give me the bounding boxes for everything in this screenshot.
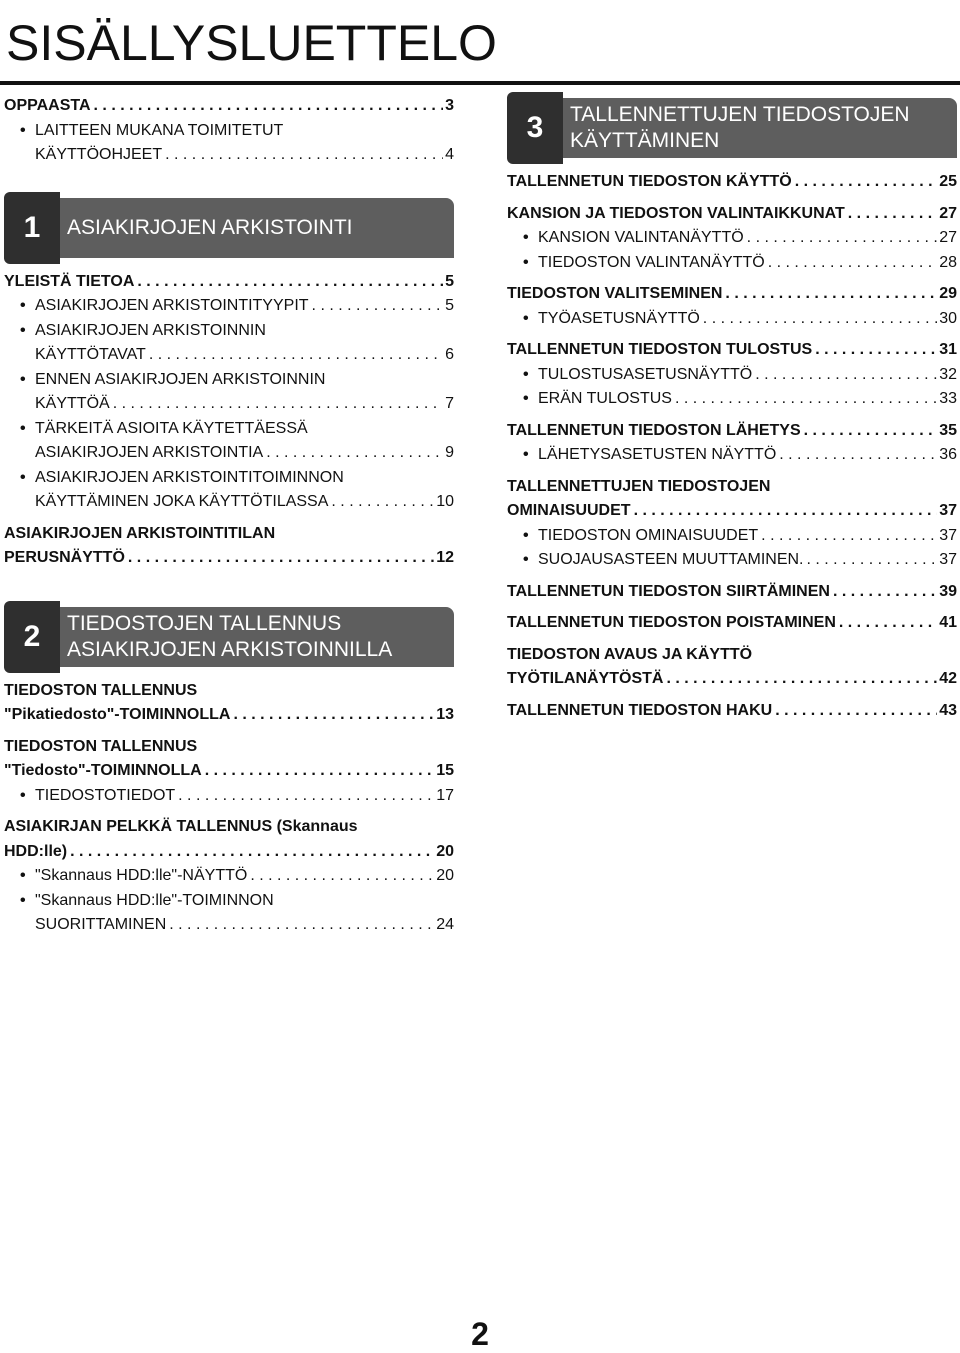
toc-section-link[interactable] bbox=[507, 643, 957, 692]
toc-page-number: 7 bbox=[445, 395, 454, 412]
toc-entry-line bbox=[35, 294, 454, 319]
toc-page-number: 31 bbox=[939, 341, 957, 358]
spacer bbox=[507, 468, 957, 475]
dot-leader bbox=[331, 490, 434, 515]
chapter-1-header[interactable] bbox=[4, 192, 454, 264]
toc-page-number: 33 bbox=[939, 390, 957, 407]
toc-entry-line bbox=[35, 889, 454, 914]
chapter-number: 1 bbox=[4, 192, 60, 264]
chapter-2-header[interactable] bbox=[4, 601, 454, 673]
toc-page-number: 36 bbox=[939, 446, 957, 463]
chapter-title-line: KÄYTTÄMINEN bbox=[570, 129, 720, 152]
toc-entry-label: ENNEN ASIAKIRJOJEN ARKISTOINNIN bbox=[35, 370, 326, 388]
toc-entry-line bbox=[538, 548, 957, 573]
dot-leader bbox=[128, 546, 434, 571]
toc-entry-label: PERUSNÄYTTÖ bbox=[4, 549, 125, 566]
bullet-icon: • bbox=[523, 446, 529, 463]
bullet-icon: • bbox=[523, 309, 529, 327]
toc-entry-line bbox=[35, 343, 454, 368]
toc-entry-label: TYÖTILANÄYTÖSTÄ bbox=[507, 670, 664, 687]
toc-page-number: 4 bbox=[445, 146, 454, 163]
page-number: 2 bbox=[471, 1316, 489, 1352]
toc-entry-label: TALLENNETUN TIEDOSTON TULOSTUS bbox=[507, 341, 813, 358]
toc-entry-label: KANSION JA TIEDOSTON VALINTAIKKUNAT bbox=[507, 204, 845, 222]
dot-leader bbox=[312, 294, 444, 319]
chapter-title-line: ASIAKIRJOJEN ARKISTOINTI bbox=[67, 215, 353, 239]
toc-entry-line bbox=[538, 443, 957, 468]
toc-right-column bbox=[507, 92, 957, 723]
toc-entry-line bbox=[35, 319, 454, 344]
toc-section-link[interactable] bbox=[507, 202, 957, 227]
toc-subsection-link[interactable] bbox=[507, 524, 957, 549]
chapter-3-entries bbox=[507, 170, 957, 723]
toc-section-link[interactable] bbox=[507, 699, 957, 724]
toc-entry-label: TALLENNETUN TIEDOSTON LÄHETYS bbox=[507, 421, 801, 439]
toc-entry-line bbox=[4, 735, 454, 760]
chapter-3-header[interactable] bbox=[507, 92, 957, 164]
toc-entry-line bbox=[4, 679, 454, 704]
dot-leader bbox=[178, 784, 434, 809]
toc-entry-label: SUOJAUSASTEEN MUUTTAMINEN. bbox=[538, 551, 804, 568]
dot-leader bbox=[804, 419, 938, 444]
toc-entry-line bbox=[4, 703, 454, 728]
toc-entry-label: ASIAKIRJOJEN ARKISTOINNIN bbox=[35, 321, 266, 339]
toc-entry-line bbox=[507, 580, 957, 605]
spacer bbox=[507, 195, 957, 202]
toc-entry-line bbox=[538, 307, 957, 332]
toc-section-link[interactable] bbox=[507, 419, 957, 444]
toc-entry-label: ASIAKIRJOJEN ARKISTOINTITYYPIT bbox=[35, 297, 309, 314]
chapter-1-entries bbox=[4, 270, 454, 571]
bullet-icon: • bbox=[523, 365, 529, 383]
toc-subsection-link[interactable] bbox=[507, 251, 957, 276]
dot-leader bbox=[94, 94, 444, 119]
toc-entry-line bbox=[35, 368, 454, 393]
chapter-title-line: ASIAKIRJOJEN ARKISTOINNILLA bbox=[67, 637, 393, 661]
toc-entry-label: TIEDOSTON OMINAISUUDET bbox=[538, 526, 759, 544]
toc-entry-label: YLEISTÄ TIETOA bbox=[4, 272, 135, 290]
spacer bbox=[4, 728, 454, 735]
toc-entry-label: TIEDOSTON TALLENNUS bbox=[4, 737, 198, 755]
toc-entry-label: OPPAASTA bbox=[4, 97, 91, 114]
toc-entry-line bbox=[507, 475, 957, 500]
toc-page-number: 37 bbox=[939, 502, 957, 519]
toc-page-number: 43 bbox=[939, 701, 957, 719]
toc-page-number: 37 bbox=[939, 526, 957, 544]
toc-entry-label: ASIAKIRJAN PELKKÄ TALLENNUS (Skannaus bbox=[4, 818, 358, 835]
chapter-title-bar bbox=[60, 607, 454, 667]
toc-entry-label: "Pikatiedosto"-TOIMINNOLLA bbox=[4, 706, 231, 723]
spacer bbox=[507, 331, 957, 338]
toc-entry-line bbox=[4, 270, 454, 295]
toc-subsection-link[interactable] bbox=[4, 864, 454, 889]
bullet-icon: • bbox=[20, 786, 26, 804]
toc-entry-line bbox=[507, 419, 957, 444]
toc-entry-line bbox=[507, 611, 957, 636]
page-title: SISÄLLYSLUETTELO bbox=[6, 15, 497, 71]
bullet-icon: • bbox=[523, 390, 529, 407]
dot-leader bbox=[165, 143, 443, 168]
toc-entry-line bbox=[507, 699, 957, 724]
dot-leader bbox=[113, 392, 443, 417]
toc-subsection-link[interactable] bbox=[4, 466, 454, 515]
toc-entry-line bbox=[35, 490, 454, 515]
toc-entry-line bbox=[507, 282, 957, 307]
toc-entry-label: TALLENNETUN TIEDOSTON SIIRTÄMINEN bbox=[507, 582, 830, 600]
toc-entry-line bbox=[507, 170, 957, 195]
toc-page-number: 39 bbox=[939, 582, 957, 600]
dot-leader bbox=[839, 611, 937, 636]
dot-leader bbox=[747, 226, 938, 251]
spacer bbox=[507, 604, 957, 611]
toc-entry-label: KANSION VALINTANÄYTTÖ bbox=[538, 229, 744, 246]
toc-entry-line bbox=[507, 667, 957, 692]
dot-leader bbox=[848, 202, 937, 227]
toc-page-number: 3 bbox=[445, 97, 454, 114]
bullet-icon: • bbox=[523, 229, 529, 246]
toc-entry-label: "Tiedosto"-TOIMINNOLLA bbox=[4, 762, 202, 779]
dot-leader bbox=[768, 251, 938, 276]
spacer bbox=[507, 275, 957, 282]
toc-entry-label: ASIAKIRJOJEN ARKISTOINTITOIMINNON bbox=[35, 468, 344, 486]
toc-page-number: 20 bbox=[436, 842, 454, 860]
toc-page-number: 9 bbox=[445, 444, 454, 461]
toc-subsection-link[interactable] bbox=[4, 294, 454, 319]
bullet-icon: • bbox=[523, 526, 529, 544]
toc-subsection-link[interactable] bbox=[507, 387, 957, 412]
toc-page-number: 28 bbox=[939, 253, 957, 271]
toc-entry-label: TIEDOSTON VALITSEMINEN bbox=[507, 285, 723, 302]
toc-page-number: 35 bbox=[939, 421, 957, 439]
toc-entry-line bbox=[35, 417, 454, 442]
toc-entry-label: TÄRKEITÄ ASIOITA KÄYTETTÄESSÄ bbox=[35, 419, 308, 437]
chapter-title bbox=[63, 611, 392, 663]
toc-entry-line bbox=[4, 94, 454, 119]
dot-leader bbox=[795, 170, 937, 195]
toc-entry-label: ASIAKIRJOJEN ARKISTOINTIA bbox=[35, 444, 264, 461]
bullet-icon: • bbox=[20, 297, 26, 314]
chapter-title-bar bbox=[60, 198, 454, 258]
toc-page-number: 5 bbox=[445, 297, 454, 314]
toc-entry-line bbox=[4, 759, 454, 784]
toc-entry-line bbox=[507, 338, 957, 363]
toc-entry-line bbox=[35, 913, 454, 938]
toc-page-number: 27 bbox=[939, 204, 957, 222]
bullet-icon: • bbox=[523, 551, 529, 568]
toc-entry-label: KÄYTTÖTAVAT bbox=[35, 346, 146, 363]
chapter-number: 2 bbox=[4, 601, 60, 673]
toc-page-number: 15 bbox=[436, 762, 454, 779]
toc-entry-line bbox=[4, 522, 454, 547]
toc-page-number: 29 bbox=[939, 285, 957, 302]
toc-entry-label: TULOSTUSASETUSNÄYTTÖ bbox=[538, 365, 753, 383]
bullet-icon: • bbox=[20, 891, 26, 909]
toc-section-link[interactable] bbox=[4, 815, 454, 864]
toc-entry-label: "Skannaus HDD:lle"-TOIMINNON bbox=[35, 891, 274, 909]
toc-entry-line bbox=[35, 864, 454, 889]
dot-leader bbox=[233, 703, 434, 728]
chapter-title-line: TIEDOSTOJEN TALLENNUS bbox=[67, 611, 342, 635]
toc-section-link[interactable] bbox=[507, 282, 957, 307]
bullet-icon: • bbox=[20, 867, 26, 884]
toc-entry-line bbox=[538, 387, 957, 412]
toc-subsection-link[interactable] bbox=[4, 319, 454, 368]
toc-subsection-link[interactable] bbox=[4, 889, 454, 938]
dot-leader bbox=[807, 548, 938, 573]
toc-entry-line bbox=[4, 815, 454, 840]
toc-entry-label: TALLENNETTUJEN TIEDOSTOJEN bbox=[507, 477, 771, 495]
toc-entry-label: ERÄN TULOSTUS bbox=[538, 390, 672, 407]
toc-subsection-link[interactable] bbox=[4, 784, 454, 809]
toc-entry-label: TIEDOSTON AVAUS JA KÄYTTÖ bbox=[507, 645, 753, 663]
bullet-icon: • bbox=[523, 253, 529, 271]
toc-entry-line bbox=[538, 524, 957, 549]
toc-section-link[interactable] bbox=[507, 580, 957, 605]
title-divider bbox=[0, 81, 960, 85]
toc-subsection-link[interactable] bbox=[507, 226, 957, 251]
dot-leader bbox=[250, 864, 434, 889]
toc-page-number: 30 bbox=[939, 309, 957, 327]
toc-entry-line bbox=[35, 143, 454, 168]
toc-page-number: 42 bbox=[939, 670, 957, 687]
dot-leader bbox=[675, 387, 937, 412]
toc-page-number: 12 bbox=[436, 549, 454, 566]
spacer bbox=[4, 515, 454, 522]
chapter-title-line: TALLENNETTUJEN TIEDOSTOJEN bbox=[570, 103, 910, 126]
toc-section-link[interactable] bbox=[4, 94, 454, 119]
dot-leader bbox=[703, 307, 937, 332]
toc-subsection-link[interactable] bbox=[507, 548, 957, 573]
dot-leader bbox=[149, 343, 443, 368]
toc-section-link[interactable] bbox=[4, 679, 454, 728]
toc-page-number: 41 bbox=[939, 614, 957, 631]
toc-entry-line bbox=[35, 119, 454, 144]
toc-entry-label: LAITTEEN MUKANA TOIMITETUT bbox=[35, 121, 284, 139]
toc-page-number: 20 bbox=[436, 867, 454, 884]
dot-leader bbox=[266, 441, 443, 466]
dot-leader bbox=[775, 699, 937, 724]
toc-entry-label: "Skannaus HDD:lle"-NÄYTTÖ bbox=[35, 867, 248, 884]
dot-leader bbox=[666, 667, 937, 692]
toc-entry-label: SUORITTAMINEN bbox=[35, 916, 167, 933]
chapter-title-bar bbox=[563, 98, 957, 158]
toc-entry-line bbox=[507, 643, 957, 668]
chapter-title bbox=[566, 102, 910, 154]
dot-leader bbox=[634, 499, 938, 524]
toc-entry-label: KÄYTTÖOHJEET bbox=[35, 146, 163, 163]
spacer bbox=[507, 573, 957, 580]
toc-section-link[interactable] bbox=[4, 522, 454, 571]
dot-leader bbox=[205, 759, 435, 784]
toc-entry-line bbox=[35, 392, 454, 417]
spacer bbox=[507, 692, 957, 699]
toc-section-link[interactable] bbox=[507, 475, 957, 524]
toc-entry-label: ASIAKIRJOJEN ARKISTOINTITILAN bbox=[4, 524, 276, 542]
toc-entry-label: TIEDOSTON VALINTANÄYTTÖ bbox=[538, 253, 765, 271]
toc-intro-list bbox=[4, 94, 454, 168]
toc-subsection-link[interactable] bbox=[4, 119, 454, 168]
toc-page-number: 5 bbox=[445, 272, 454, 290]
toc-page-number: 32 bbox=[939, 365, 957, 383]
bullet-icon: • bbox=[20, 468, 26, 486]
toc-entry-line bbox=[4, 840, 454, 865]
toc-entry-line bbox=[35, 466, 454, 491]
toc-entry-label: KÄYTTÖÄ bbox=[35, 395, 110, 412]
toc-page-number: 37 bbox=[939, 551, 957, 568]
toc-page-number: 13 bbox=[436, 706, 454, 723]
toc-entry-label: TIEDOSTOTIEDOT bbox=[35, 786, 176, 804]
toc-section-link[interactable] bbox=[507, 338, 957, 363]
toc-subsection-link[interactable] bbox=[4, 368, 454, 417]
toc-entry-line bbox=[35, 784, 454, 809]
toc-subsection-link[interactable] bbox=[4, 417, 454, 466]
chapter-number: 3 bbox=[507, 92, 563, 164]
dot-leader bbox=[761, 524, 937, 549]
toc-entry-label: TYÖASETUSNÄYTTÖ bbox=[538, 309, 700, 327]
bullet-icon: • bbox=[20, 321, 26, 339]
toc-page-number: 10 bbox=[436, 493, 454, 510]
toc-section-link[interactable] bbox=[4, 270, 454, 295]
toc-entry-label: TALLENNETUN TIEDOSTON KÄYTTÖ bbox=[507, 173, 792, 190]
toc-subsection-link[interactable] bbox=[507, 363, 957, 388]
toc-section-link[interactable] bbox=[4, 735, 454, 784]
toc-page-number: 6 bbox=[445, 346, 454, 363]
bullet-icon: • bbox=[20, 370, 26, 388]
toc-entry-label: KÄYTTÄMINEN JOKA KÄYTTÖTILASSA bbox=[35, 493, 329, 510]
toc-page-number: 24 bbox=[436, 916, 454, 933]
toc-left-column bbox=[4, 94, 454, 938]
dot-leader bbox=[815, 338, 937, 363]
dot-leader bbox=[779, 443, 937, 468]
toc-subsection-link[interactable] bbox=[507, 307, 957, 332]
toc-entry-line bbox=[35, 441, 454, 466]
bullet-icon: • bbox=[20, 419, 26, 437]
dot-leader bbox=[169, 913, 434, 938]
bullet-icon: • bbox=[20, 121, 26, 139]
toc-entry-label: OMINAISUUDET bbox=[507, 502, 631, 519]
dot-leader bbox=[70, 840, 434, 865]
spacer bbox=[507, 636, 957, 643]
chapter-title bbox=[63, 215, 353, 241]
toc-entry-line bbox=[507, 499, 957, 524]
toc-entry-line bbox=[4, 546, 454, 571]
dot-leader bbox=[755, 363, 937, 388]
toc-entry-label: LÄHETYSASETUSTEN NÄYTTÖ bbox=[538, 446, 777, 463]
spacer bbox=[4, 808, 454, 815]
toc-page-number: 25 bbox=[939, 173, 957, 190]
toc-entry-label: TIEDOSTON TALLENNUS bbox=[4, 681, 198, 699]
dot-leader bbox=[725, 282, 937, 307]
toc-section-link[interactable] bbox=[507, 170, 957, 195]
dot-leader bbox=[137, 270, 443, 295]
toc-entry-line bbox=[538, 363, 957, 388]
dot-leader bbox=[833, 580, 937, 605]
chapter-2-entries bbox=[4, 679, 454, 938]
toc-subsection-link[interactable] bbox=[507, 443, 957, 468]
toc-page-number: 17 bbox=[436, 786, 454, 804]
toc-entry-line bbox=[538, 251, 957, 276]
spacer bbox=[507, 412, 957, 419]
toc-entry-label: HDD:lle) bbox=[4, 842, 68, 860]
toc-entry-label: TALLENNETUN TIEDOSTON POISTAMINEN bbox=[507, 614, 836, 631]
toc-entry-label: TALLENNETUN TIEDOSTON HAKU bbox=[507, 701, 773, 719]
toc-page-number: 27 bbox=[939, 229, 957, 246]
toc-section-link[interactable] bbox=[507, 611, 957, 636]
toc-entry-line bbox=[538, 226, 957, 251]
toc-entry-line bbox=[507, 202, 957, 227]
